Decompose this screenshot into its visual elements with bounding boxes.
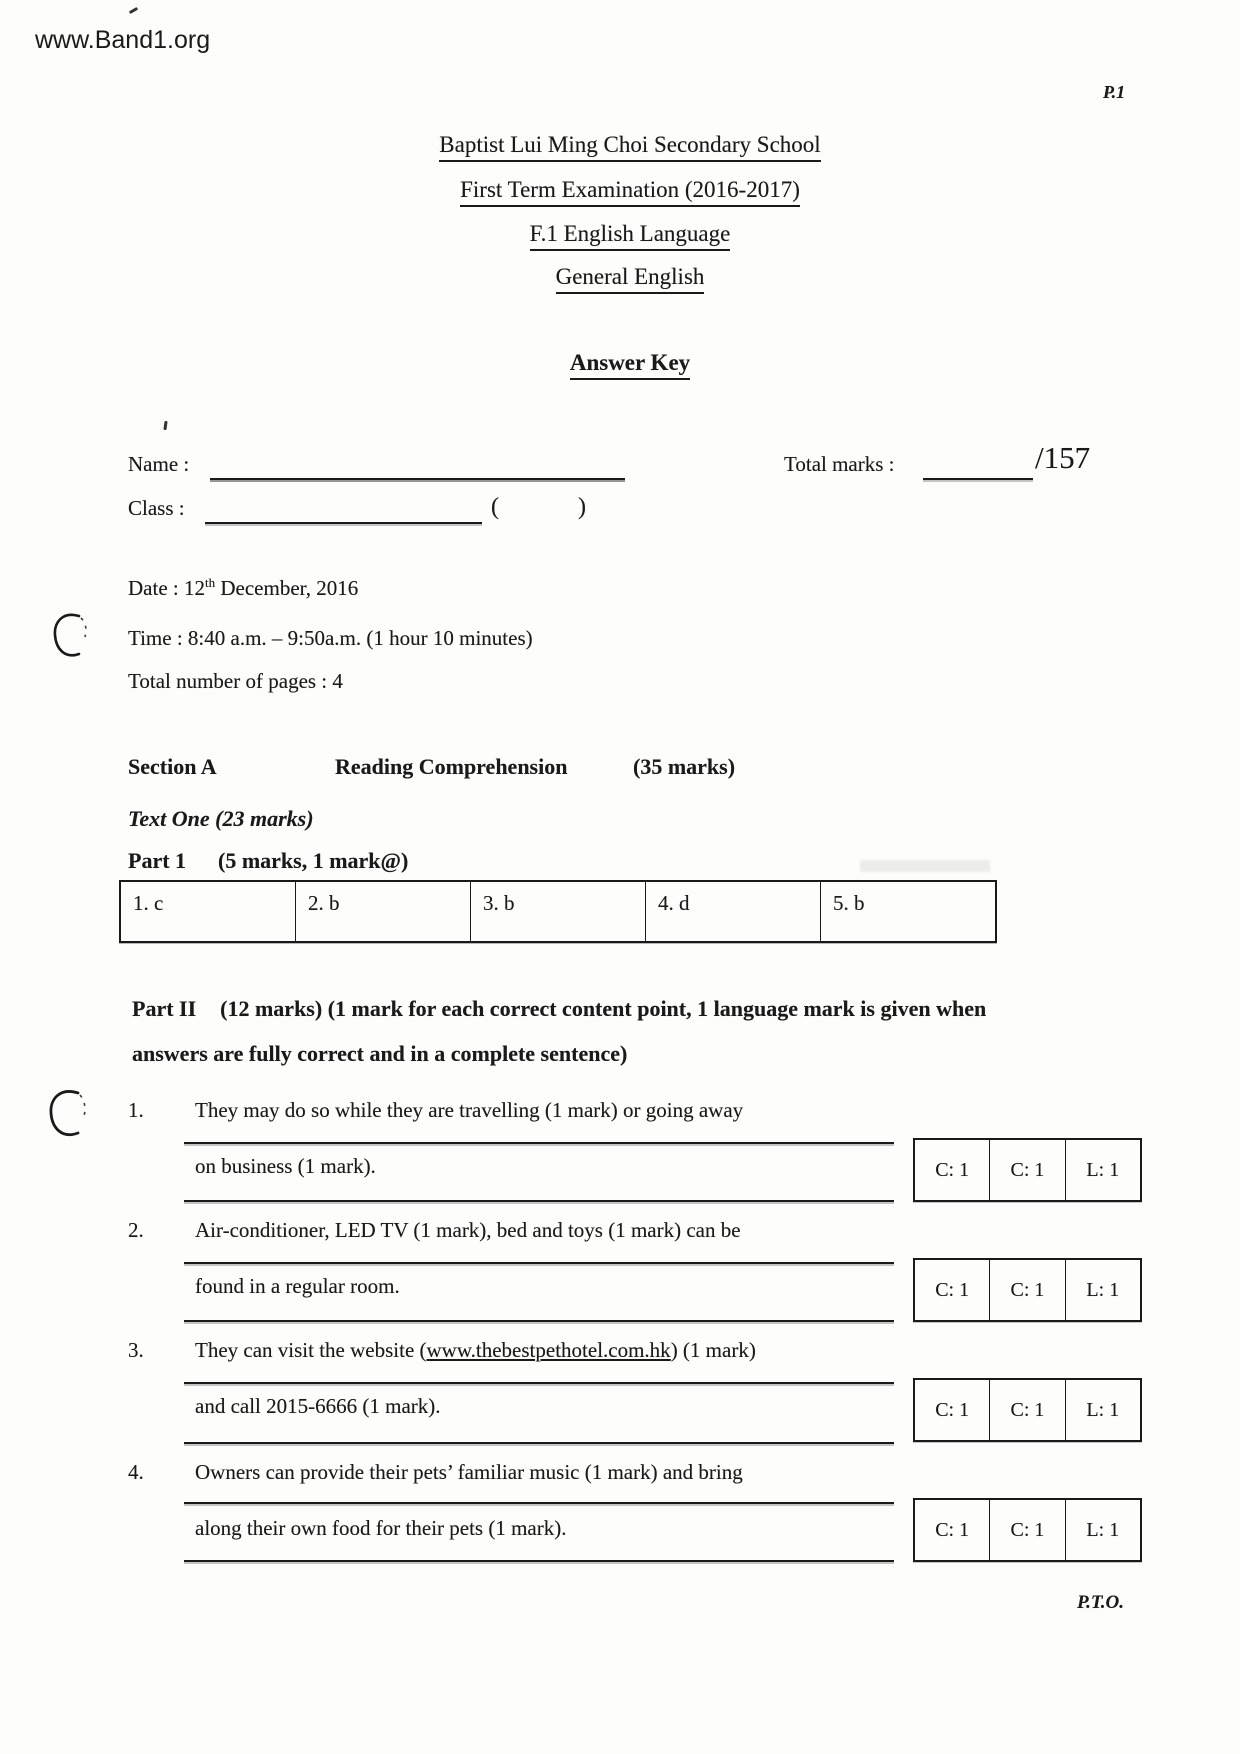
- language-mark-cell: L: 1: [1086, 1278, 1120, 1301]
- item-answer-line1: [195, 1218, 741, 1243]
- marks-box: [913, 1498, 1142, 1562]
- watermark-url: www.Band1.org: [35, 26, 211, 54]
- answer-rule: [184, 1200, 894, 1202]
- marks-box: [913, 1378, 1142, 1442]
- header-paper-row: [10, 264, 1240, 294]
- content-mark-cell: C: 1: [990, 1260, 1065, 1320]
- total-marks-label: Total marks :: [784, 452, 895, 476]
- content-mark-cell: C: 1: [915, 1140, 990, 1200]
- part2-label: Part II: [132, 996, 197, 1021]
- header-subject-row: [10, 221, 1240, 251]
- answer-key-row: [10, 350, 1240, 380]
- page-number: P.1: [1103, 82, 1126, 102]
- part2-desc-1: (12 marks) (1 mark for each correct content point, 1 language mark is given when: [220, 996, 987, 1021]
- language-mark-cell: L: 1: [1086, 1398, 1120, 1421]
- date-text: Date : 12: [128, 576, 205, 600]
- item-number: 1.: [128, 1098, 144, 1122]
- date-text-suffix: December, 2016: [215, 576, 359, 600]
- item-answer-line1: [195, 1460, 743, 1485]
- section-a-label: Section A: [128, 754, 217, 779]
- scan-speck: [129, 7, 138, 14]
- content-mark-cell: C: 1: [990, 1380, 1065, 1440]
- answer-cell-5: 5. b: [833, 891, 865, 915]
- content-mark-cell: C: 1: [915, 1500, 990, 1560]
- circle-stamp: [50, 610, 90, 660]
- answer-rule: [184, 1262, 894, 1264]
- part1-marks: (5 marks, 1 mark@): [218, 848, 409, 873]
- part2-heading-line1: [132, 996, 986, 1022]
- content-mark-cell: C: 1: [990, 1140, 1065, 1200]
- item-answer-line1: [195, 1338, 756, 1363]
- name-blank-line: [210, 478, 625, 480]
- part2-heading-line2: answers are fully correct and in a complete sentence): [132, 1041, 628, 1066]
- pto-label: P.T.O.: [1077, 1592, 1124, 1613]
- item-answer-line1: [195, 1098, 743, 1123]
- text-one-label: Text One (23 marks): [128, 806, 314, 831]
- answer-text: They may do so while they are travelling (1 mark) or going away: [195, 1098, 744, 1122]
- content-mark-cell: C: 1: [915, 1260, 990, 1320]
- part1-label: Part 1: [128, 848, 187, 873]
- school-name: Baptist Lui Ming Choi Secondary School: [439, 132, 820, 162]
- answer-rule: [184, 1442, 894, 1444]
- answer-rule: [184, 1320, 894, 1322]
- paper-title: General English: [556, 264, 705, 294]
- answer-cell-4: 4. d: [646, 882, 821, 941]
- class-bracket-open: (: [491, 494, 499, 520]
- class-blank-line: [205, 522, 482, 524]
- section-a-marks: (35 marks): [633, 754, 736, 779]
- language-mark-cell: L: 1: [1086, 1158, 1120, 1181]
- marks-box: [913, 1138, 1142, 1202]
- header-school-row: [10, 132, 1240, 162]
- header-exam-row: [10, 177, 1240, 207]
- total-marks-blank-line: [923, 478, 1033, 480]
- answer-rule: [184, 1502, 894, 1504]
- time-line: Time : 8:40 a.m. – 9:50a.m. (1 hour 10 minutes): [128, 626, 533, 650]
- answer-text: ) (1 mark): [670, 1338, 756, 1362]
- answer-key-title: Answer Key: [570, 350, 690, 380]
- part1-answer-table: [119, 880, 997, 943]
- section-a-title: Reading Comprehension: [335, 754, 568, 779]
- class-bracket-close: ): [578, 494, 586, 520]
- item-number: 4.: [128, 1460, 144, 1484]
- scan-speck: [163, 421, 167, 430]
- answer-rule: [184, 1382, 894, 1384]
- answer-cell-1: 1. c: [121, 882, 296, 941]
- class-label: Class :: [128, 496, 185, 520]
- item-answer-line2: along their own food for their pets (1 mark).: [195, 1516, 567, 1540]
- answer-rule: [184, 1560, 894, 1562]
- date-superscript: th: [204, 575, 216, 590]
- language-mark-cell: L: 1: [1086, 1518, 1120, 1541]
- item-number: 3.: [128, 1338, 144, 1362]
- marks-box: [913, 1258, 1142, 1322]
- answer-cell-2: 2. b: [296, 882, 471, 941]
- content-mark-cell: C: 1: [915, 1380, 990, 1440]
- answer-text: Owners can provide their pets’ familiar music (1 mark) and bring: [195, 1460, 743, 1484]
- date-line: [128, 576, 358, 601]
- answer-text: They can visit the website (: [195, 1338, 427, 1362]
- subject-title: F.1 English Language: [530, 221, 731, 251]
- circle-stamp: [46, 1086, 90, 1140]
- answer-url: www.thebestpethotel.com.hk: [426, 1338, 671, 1362]
- exam-title: First Term Examination (2016-2017): [460, 177, 800, 207]
- item-answer-line2: and call 2015-6666 (1 mark).: [195, 1394, 441, 1418]
- item-answer-line2: found in a regular room.: [195, 1274, 400, 1298]
- answer-cell-3: 3. b: [471, 882, 646, 941]
- answer-rule: [184, 1142, 894, 1144]
- answer-text: Air-conditioner, LED TV (1 mark), bed and toys (1 mark) can be: [195, 1218, 741, 1242]
- item-number: 2.: [128, 1218, 144, 1242]
- scan-smudge: [860, 860, 990, 872]
- total-marks-value: /157: [1035, 440, 1091, 475]
- content-mark-cell: C: 1: [990, 1500, 1065, 1560]
- name-label: Name :: [128, 452, 190, 476]
- pages-line: Total number of pages : 4: [128, 669, 343, 693]
- item-answer-line2: on business (1 mark).: [195, 1154, 376, 1178]
